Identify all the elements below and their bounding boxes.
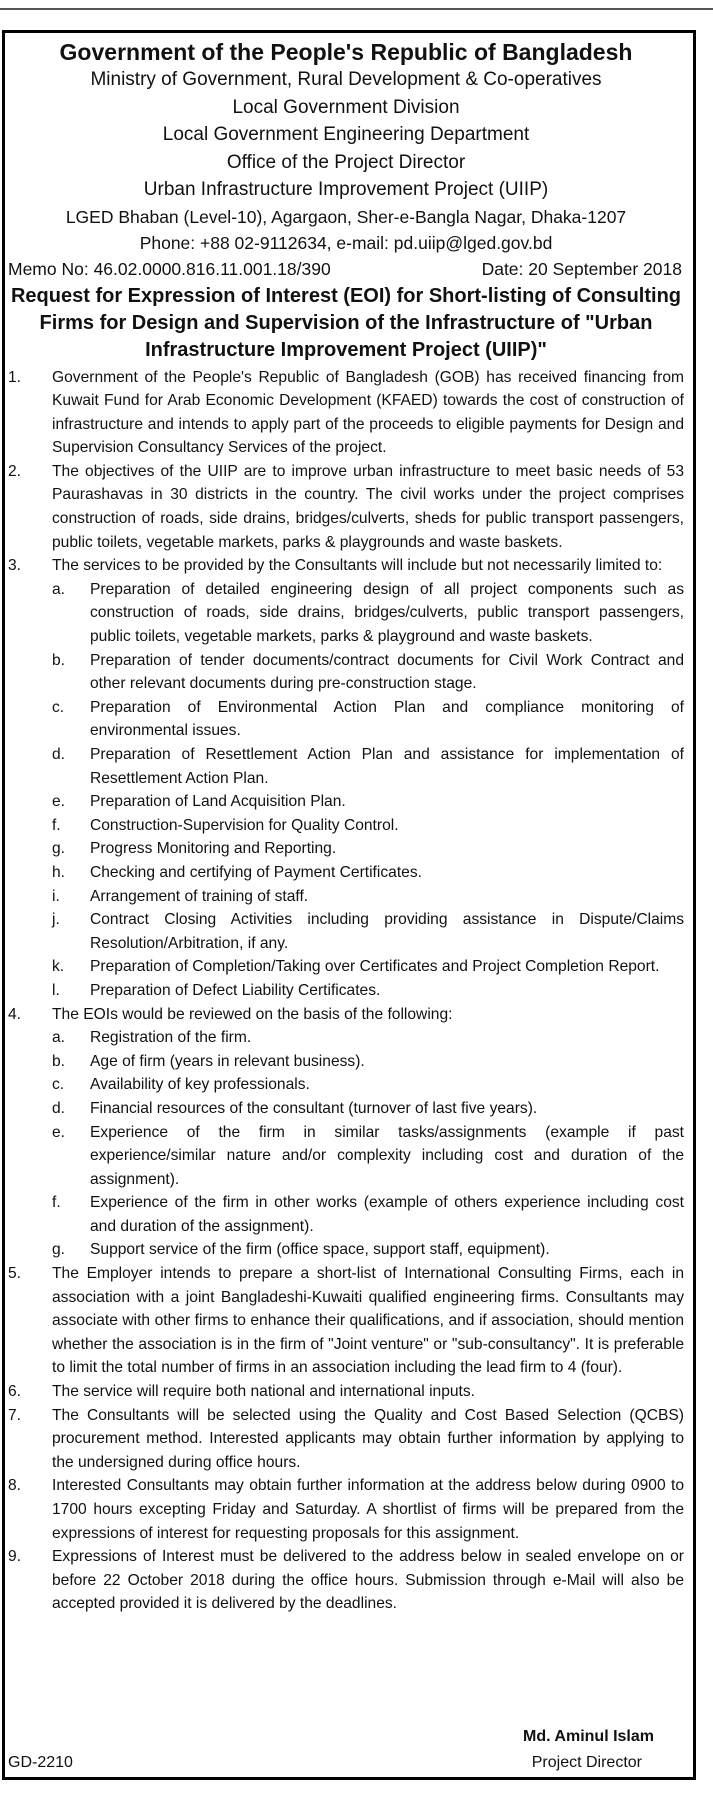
clause-number: 5. [8, 1265, 22, 1283]
document-code: GD-2210 [8, 1754, 73, 1771]
sub-clause-letter: c. [52, 698, 65, 716]
ministry-line: Ministry of Government, Rural Development & Co-operatives [90, 69, 602, 90]
sub-clause-item [52, 649, 684, 696]
sub-clause-letter: j. [52, 911, 60, 929]
sub-clause-text: Experience of the firm in other works (example of others experience including cost and duration of the assignment). [90, 1194, 684, 1235]
clause-list [8, 366, 684, 1616]
sub-clause-letter: d. [52, 1099, 66, 1117]
clause-body [52, 1380, 684, 1404]
clause-item [8, 366, 684, 460]
clause-number: 8. [8, 1477, 22, 1495]
sub-clause-text: Preparation of Defect Liability Certificates. [90, 981, 381, 999]
clause-number: 1. [8, 368, 22, 386]
signature-block [8, 1728, 684, 1778]
signatory-name: Md. Aminul Islam [523, 1728, 654, 1745]
sub-clause-letter: a. [52, 580, 66, 598]
sub-clause-item [52, 696, 684, 743]
office-line: Office of the Project Director [226, 151, 466, 173]
clause-text: The services to be provided by the Consultants will include but not necessarily limited to: [52, 557, 663, 575]
address-line: LGED Bhaban (Level-10), Agargaon, Sher-e-Bangla Nagar, Dhaka-1207 [65, 206, 627, 227]
sub-clause-text: Preparation of Land Acquisition Plan. [90, 793, 346, 811]
sub-clause-text: Registration of the firm. [90, 1029, 252, 1047]
contact-line: Phone: +88 02-9112634, e-mail: pd.uiip@lged.gov.bd [139, 232, 553, 253]
clause-body [52, 1404, 684, 1475]
sub-clause-text: Preparation of detailed engineering design of all project components such as construction of roads, side drains, bridges/culverts, public transport passengers, public toilets, vegetable markets, parks & playground and waste baskets. [90, 580, 684, 646]
sub-clause-letter: b. [52, 651, 66, 669]
division-line: Local Government Division [232, 96, 460, 118]
sub-clause-text: Arrangement of training of staff. [90, 887, 309, 905]
sub-clause-letter: d. [52, 746, 66, 763]
sub-clause-text: Checking and certifying of Payment Certificates. [90, 863, 422, 881]
sub-clause-letter: h. [52, 863, 66, 881]
sub-clause-item [52, 1121, 684, 1192]
sub-clause-text: Age of firm (years in relevant business). [90, 1052, 365, 1070]
clause-item [8, 1262, 684, 1380]
clause-item [8, 460, 684, 554]
sub-clause-item [52, 979, 684, 1003]
clause-text: Government of the People's Republic of Bangladesh (GOB) has received financing from Kuwait Fund for Arab Economic Development (KFAED) towards the cost of construction of infrastructure and intends to apply part of the proceeds to eligible payments for Design and Supervision Consultancy Services of the project. [52, 368, 684, 457]
sub-clause-item [52, 955, 684, 979]
clause-item [8, 1474, 684, 1545]
clause-text: The EOIs would be reviewed on the basis of the following: [52, 1005, 453, 1023]
notice-title [8, 283, 684, 364]
clause-item [8, 1003, 684, 1263]
sub-clause-list [52, 578, 684, 1003]
sub-clause-item [52, 908, 684, 955]
title-line-2: Firms for Design and Supervision of the Infrastructure of "Urban [39, 311, 653, 334]
sub-clause-letter: e. [52, 793, 66, 811]
sub-clause-item [52, 1073, 684, 1097]
clause-text: Interested Consultants may obtain further information at the address below during 0900 to 1700 hours excepting Friday and Saturday. A shortlist of firms will be prepared from the expressions of interest for requesting proposals for this assignment. [52, 1477, 684, 1542]
sub-clause-item [52, 578, 684, 649]
clause-body [52, 1474, 684, 1545]
sub-clause-list [52, 1026, 684, 1262]
sub-clause-letter: a. [52, 1029, 66, 1047]
sub-clause-text: Preparation of tender documents/contract documents for Civil Work Contract and other relevant documents during pre-construction stage. [90, 651, 684, 693]
department-line: Local Government Engineering Department [162, 124, 530, 145]
sub-clause-text: Experience of the firm in similar tasks/assignments (example if past experience/similar nature and/or complexity including cost and duration of the assignment). [90, 1123, 684, 1188]
sub-clause-letter: k. [52, 958, 65, 976]
top-rule [0, 8, 713, 10]
sub-clause-item [52, 885, 684, 909]
clause-text: The service will require both national and international inputs. [52, 1383, 476, 1401]
clause-number: 4. [8, 1005, 22, 1023]
clause-item [8, 1380, 684, 1404]
eoi-notice [8, 38, 684, 1616]
signatory-title: Project Director [531, 1754, 642, 1771]
sub-clause-item [52, 1097, 684, 1121]
clause-number: 7. [8, 1406, 22, 1424]
government-heading: Government of the People's Republic of Bangladesh [59, 39, 633, 65]
sub-clause-item [52, 1238, 684, 1262]
sub-clause-item [52, 743, 684, 790]
clause-item [8, 1545, 684, 1616]
letterhead [8, 38, 684, 256]
clause-item [8, 1404, 684, 1475]
clause-number: 2. [8, 462, 22, 480]
sub-clause-letter: e. [52, 1123, 66, 1141]
sub-clause-text: Construction-Supervision for Quality Control. [90, 816, 399, 834]
title-line-3: Infrastructure Improvement Project (UIIP)" [145, 338, 547, 361]
memo-number: Memo No: 46.02.0000.816.11.001.18/390 [8, 258, 331, 279]
sub-clause-text: Preparation of Completion/Taking over Certificates and Project Completion Report. [90, 958, 660, 976]
sub-clause-letter: l. [52, 981, 60, 999]
clause-text: The objectives of the UIIP are to improve urban infrastructure to meet basic needs of 53 Paurashavas in 30 districts in the country. The civil works under the project comprises construction of roads, side drains, bridges/culverts, sheds for public transport passengers, public toilets, vegetable markets, parks & playgrounds and waste baskets. [52, 462, 684, 551]
clause-body [52, 366, 684, 460]
clause-body [52, 1545, 684, 1616]
clause-number: 6. [8, 1383, 22, 1401]
clause-item [8, 554, 684, 1002]
sub-clause-text: Support service of the firm (office space, support staff, equipment). [90, 1241, 550, 1259]
sub-clause-letter: b. [52, 1052, 66, 1070]
sub-clause-text: Preparation of Environmental Action Plan and compliance monitoring of environmental issues. [90, 698, 684, 740]
title-line-1: Request for Expression of Interest (EOI) for Short-listing of Consulting [10, 284, 682, 307]
memo-row [8, 256, 684, 282]
clause-number: 9. [8, 1548, 22, 1566]
sub-clause-item [52, 861, 684, 885]
clause-number: 3. [8, 557, 22, 575]
sub-clause-item [52, 790, 684, 814]
sub-clause-item [52, 837, 684, 861]
clause-text: The Employer intends to prepare a short-list of International Consulting Firms, each in association with a joint Bangladeshi-Kuwaiti qualified engineering firms. Consultants may associate with other firms to enhance their qualifications, and if association, should mention whether the association is in the firm of "Joint venture" or "sub-consultancy". It is preferable to limit the total number of firms in an association including the lead firm to 4 (four). [52, 1265, 684, 1377]
clause-text: Expressions of Interest must be delivered to the address below in sealed envelope on or before 22 October 2018 during the office hours. Submission through e-Mail will also be accepted provided it is delivered by the deadlines. [52, 1548, 684, 1613]
sub-clause-text: Availability of key professionals. [90, 1076, 310, 1094]
sub-clause-letter: i. [52, 887, 60, 905]
sub-clause-text: Progress Monitoring and Reporting. [90, 840, 337, 858]
memo-date: Date: 20 September 2018 [481, 258, 682, 279]
clause-text: The Consultants will be selected using the Quality and Cost Based Selection (QCBS) procurement method. Interested applicants may obtain further information by applying to the undersigned during office hours. [52, 1406, 684, 1471]
sub-clause-item [52, 1026, 684, 1050]
sub-clause-letter: f. [52, 1194, 61, 1212]
project-line: Urban Infrastructure Improvement Project (UIIP) [143, 179, 549, 200]
sub-clause-letter: g. [52, 1241, 66, 1259]
sub-clause-item [52, 1050, 684, 1074]
clause-body [52, 1003, 684, 1263]
sub-clause-item [52, 1191, 684, 1238]
sub-clause-letter: c. [52, 1076, 65, 1094]
sub-clause-text: Contract Closing Activities including providing assistance in Dispute/Claims Resolution/Arbitration, if any. [90, 911, 684, 952]
sub-clause-letter: f. [52, 816, 61, 834]
sub-clause-item [52, 814, 684, 838]
sub-clause-text: Preparation of Resettlement Action Plan and assistance for implementation of Resettlement Action Plan. [90, 746, 684, 787]
clause-body [52, 460, 684, 554]
sub-clause-letter: g. [52, 840, 66, 858]
sub-clause-text: Financial resources of the consultant (turnover of last five years). [90, 1099, 538, 1117]
clause-body [52, 554, 684, 1002]
clause-body [52, 1262, 684, 1380]
